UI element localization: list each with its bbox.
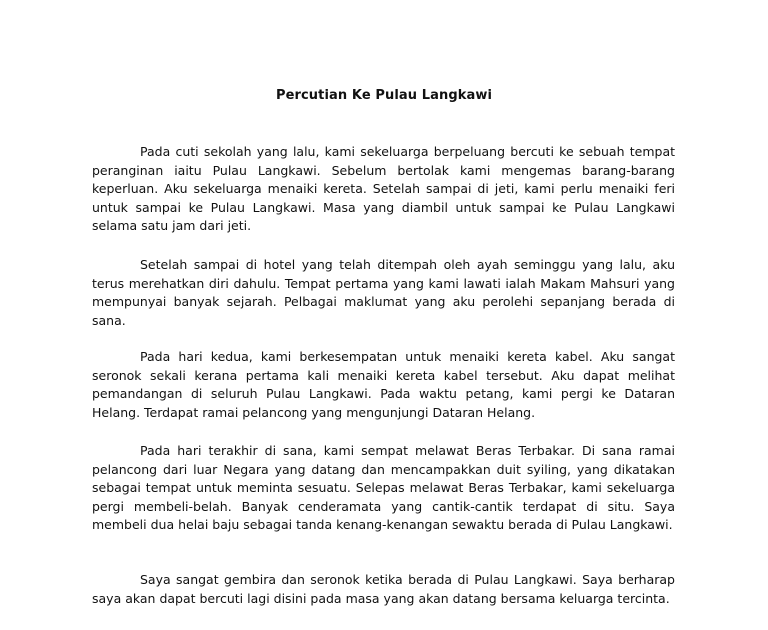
paragraph-1: Pada cuti sekolah yang lalu, kami sekeluarga berpeluang bercuti ke sebuah tempat peranginan iaitu Pulau Langkawi. Sebelum bertolak kami mengemas barang-barang keperluan. Aku sekeluarga menaiki kereta. Setelah sampai di jeti, kami perlu menaiki feri untuk sampai ke Pulau Langkawi. Masa yang diambil untuk sampai ke Pulau Langkawi selama satu jam dari jeti. — [92, 144, 675, 234]
document-title: Percutian Ke Pulau Langkawi — [275, 88, 493, 103]
paragraph-4: Pada hari terakhir di sana, kami sempat melawat Beras Terbakar. Di sana ramai pelancong dari luar Negara yang datang dan mencampakkan duit syiling, yang dikatakan sebagai tempat untuk meminta sesuatu. Selepas melawat Beras Terbakar, kami sekeluarga pergi membeli-belah. Banyak cenderamata yang cantik-cantik terdapat di situ. Saya membeli dua helai baju sebagai tanda kenang-kenangan sewaktu berada di Pulau Langkawi. — [92, 443, 675, 533]
paragraph-3: Pada hari kedua, kami berkesempatan untuk menaiki kereta kabel. Aku sangat seronok sekali kerana pertama kali menaiki kereta kabel tersebut. Aku dapat melihat pemandangan di seluruh Pulau Langkawi. Pada waktu petang, kami pergi ke Dataran Helang. Terdapat ramai pelancong yang mengunjungi Dataran Helang. — [92, 349, 675, 420]
paragraph-2: Setelah sampai di hotel yang telah ditempah oleh ayah seminggu yang lalu, aku terus merehatkan diri dahulu. Tempat pertama yang kami lawati ialah Makam Mahsuri yang mempunyai banyak sejarah. Pelbagai maklumat yang aku perolehi sepanjang berada di sana. — [92, 257, 675, 328]
paragraph-5: Saya sangat gembira dan seronok ketika berada di Pulau Langkawi. Saya berharap saya akan dapat bercuti lagi disini pada masa yang akan datang bersama keluarga tercinta. — [92, 572, 675, 606]
